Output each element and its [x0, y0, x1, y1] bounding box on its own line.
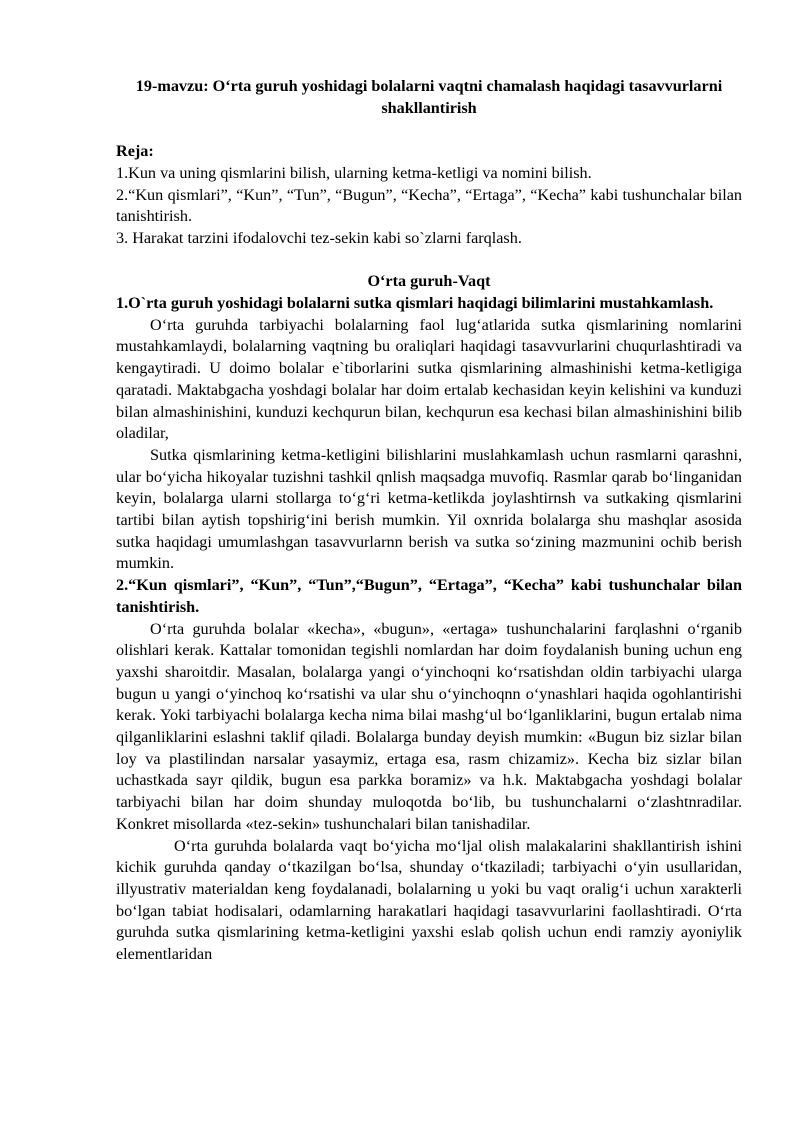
plan-item: 2.“Kun qismlari”, “Kun”, “Tun”, “Bugun”, “Kecha”, “Ertaga”, “Kecha” kabi tushunchalar bilan tanishtirish.: [116, 185, 742, 226]
document-page: [116, 76, 742, 966]
section-heading: 1.O`rta guruh yoshidagi bolalarni sutka qismlari haqidagi bilimlarini mustahkamlash.: [116, 294, 714, 312]
spacer: [116, 119, 742, 141]
paragraph: O‘rta guruhda tarbiyachi bolalarning faol lug‘atlarida sutka qismlarining nomlarini mustahkamlaydi, bolalarning vaqtning bu oraliqlari haqidagi tasavvurlarini chuqurlashtiradi va kengaytiradi. U doimo bolalar e`tiborlarini sutka qismlarining almashinishi ketma-ketligiga qaratadi. Maktabgacha yoshdagi bolalar har doim ertalab kechasidan keyin kelishini va kunduzi bilan almashinishini, kunduzi kechqurun bilan, kechqurun esa kechasi bilan almashinishini bilib oladilar,: [116, 315, 742, 443]
paragraph: O‘rta guruhda bolalar «kecha», «bugun», «ertaga» tushunchalarini farqlashni o‘rganib olishlari kerak. Kattalar tomonidan tegishli nomlardan har doim foydalanish buning uchun eng yaxshi sharoitdir. Masalan, bolalarga yangi o‘yinchoqni ko‘rsatishdan oldin tarbiyachi ularga bugun u yangi o‘yinchoq ko‘rsatishi va ular shu o‘yinchoqnn o‘ynashlari haqida ogohlantirishi kerak. Yoki tarbiyachi bolalarga kecha nima bilai mashg‘ul bo‘lganliklarini, bugun ertalab nima qilganliklarini eslashni taklif qiladi. Bolalarga bunday deyish mumkin: «Bugun biz sizlar bilan loy va plastilindan narsalar yasaymiz, ertaga esa, rasm chizamiz». Kecha biz sizlar bilan uchastkada sayr qildik, bugun esa parkka boramiz» va h.k. Maktabgacha yoshdagi bolalar tarbiyachi bilan har doim shunday muloqotda bo‘lib, bu tushunchalarni o‘zlashtnradilar. Konkret misollarda «tez-sekin» tushunchalari bilan tanishadilar.: [116, 619, 742, 833]
spacer: [116, 250, 742, 272]
plan-item: 3. Harakat tarzini ifodalovchi tez-sekin kabi so`zlarni farqlash.: [116, 228, 522, 247]
paragraph: O‘rta guruhda bolalarda vaqt bo‘yicha mo‘ljal olish malakalarini shakllantirish ishini kichik guruhda qanday o‘tkazilgan bo‘lsa, shunday o‘tkaziladi; tarbiyachi o‘yin usullaridan, illyustrativ materialdan keng foydalanadi, bolalarning u yoki bu vaqt oralig‘i uchun xarakterli bo‘lgan tabiat hodisalari, odamlarning harakatlari haqidagi tasavvurlarini faollashtiradi. O‘rta guruhda sutka qismlarining ketma-ketligini yaxshi eslab qolish uchun endi ramziy ayoniylik elementlaridan: [116, 836, 742, 964]
section-title: O‘rta guruh-Vaqt: [367, 272, 491, 291]
plan-heading: Reja:: [116, 142, 154, 161]
plan-item: 1.Kun va uning qismlarini bilish, ularning ketma-ketligi va nomini bilish.: [116, 163, 592, 182]
document-title: 19-mavzu: O‘rta guruh yoshidagi bolalarni vaqtni chamalash haqidagi tasavvurlarni shakllantirish: [135, 77, 723, 117]
paragraph: Sutka qismlarining ketma-ketligini bilishlarini muslahkamlash uchun rasmlarni qarashni, ular bo‘yicha hikoyalar tuzishni tashkil qnlish maqsadga muvofiq. Rasmlar qarab bo‘linganidan keyin, bolalarga ularni stollarga to‘g‘ri ketma-ketlikda joylashtirnsh va sutkaking qismlarini tartibi bilan aytish topshirig‘ini berish mumkin. Yil oxnrida bolalarga shu mashqlar asosida sutka haqidagi umumlashgan tasavvurlarnn berish va sutka so‘zining mazmunini ochib berish mumkin.: [116, 445, 742, 573]
section-heading: 2.“Kun qismlari”, “Kun”, “Tun”,“Bugun”, “Ertaga”, “Kecha” kabi tushunchalar bilan tanishtirish.: [116, 576, 742, 616]
